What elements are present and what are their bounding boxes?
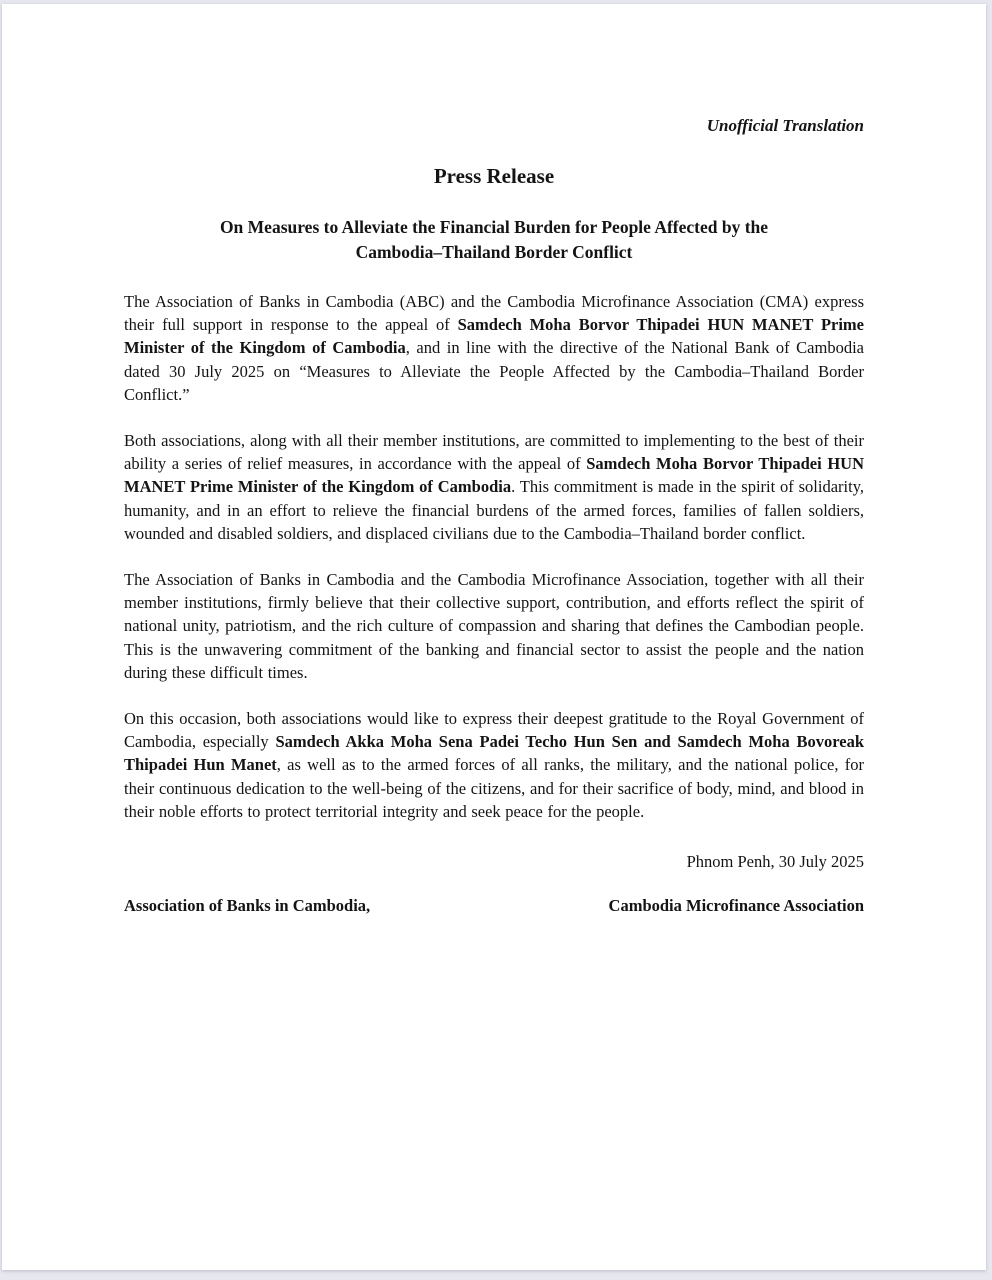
- body-paragraphs: [124, 290, 864, 823]
- subtitle-line-2: Cambodia–Thailand Border Conflict: [355, 242, 633, 262]
- translation-note: Unofficial Translation: [706, 116, 864, 135]
- document-page: [2, 4, 986, 1270]
- body-paragraph: The Association of Banks in Cambodia (ABC) and the Cambodia Microfinance Association (CMA) express their full support in response to the appeal of Samdech Moha Borvor Thipadei HUN MANET Prime Minister of the Kingdom of Cambodia, and in line with the directive of the National Bank of Cambodia dated 30 July 2025 on “Measures to Alleviate the People Affected by the Cambodia–Thailand Border Conflict.”: [124, 292, 864, 404]
- dateline: Phnom Penh, 30 July 2025: [686, 852, 864, 872]
- page-title: Press Release: [433, 164, 555, 188]
- signature-left: Association of Banks in Cambodia,: [124, 896, 371, 916]
- signature-right: Cambodia Microfinance Association: [608, 896, 864, 916]
- body-paragraph: The Association of Banks in Cambodia and the Cambodia Microfinance Association, together with all their member institutions, firmly believe that their collective support, contribution, and efforts reflect the spirit of national unity, patriotism, and the rich culture of compassion and sharing that defines the Cambodian people. This is the unwavering commitment of the banking and financial sector to assist the people and the nation during these difficult times.: [124, 570, 864, 682]
- body-paragraph: On this occasion, both associations would like to express their deepest gratitude to the Royal Government of Cambodia, especially Samdech Akka Moha Sena Padei Techo Hun Sen and Samdech Moha Bovoreak Thipadei Hun Manet, as well as to the armed forces of all ranks, the military, and the national police, for their continuous dedication to the well-being of the citizens, and for their sacrifice of body, mind, and blood in their noble efforts to protect territorial integrity and seek peace for the people.: [124, 709, 864, 821]
- body-paragraph: Both associations, along with all their member institutions, are committed to implementing to the best of their ability a series of relief measures, in accordance with the appeal of Samdech Moha Borvor Thipadei HUN MANET Prime Minister of the Kingdom of Cambodia. This commitment is made in the spirit of solidarity, humanity, and in an effort to relieve the financial burdens of the armed forces, families of fallen soldiers, wounded and disabled soldiers, and displaced civilians due to the Cambodia–Thailand border conflict.: [124, 431, 865, 543]
- signature-row: [124, 894, 864, 917]
- subtitle-line-1: On Measures to Alleviate the Financial Burden for People Affected by the: [219, 217, 769, 237]
- document-subtitle: [124, 215, 864, 265]
